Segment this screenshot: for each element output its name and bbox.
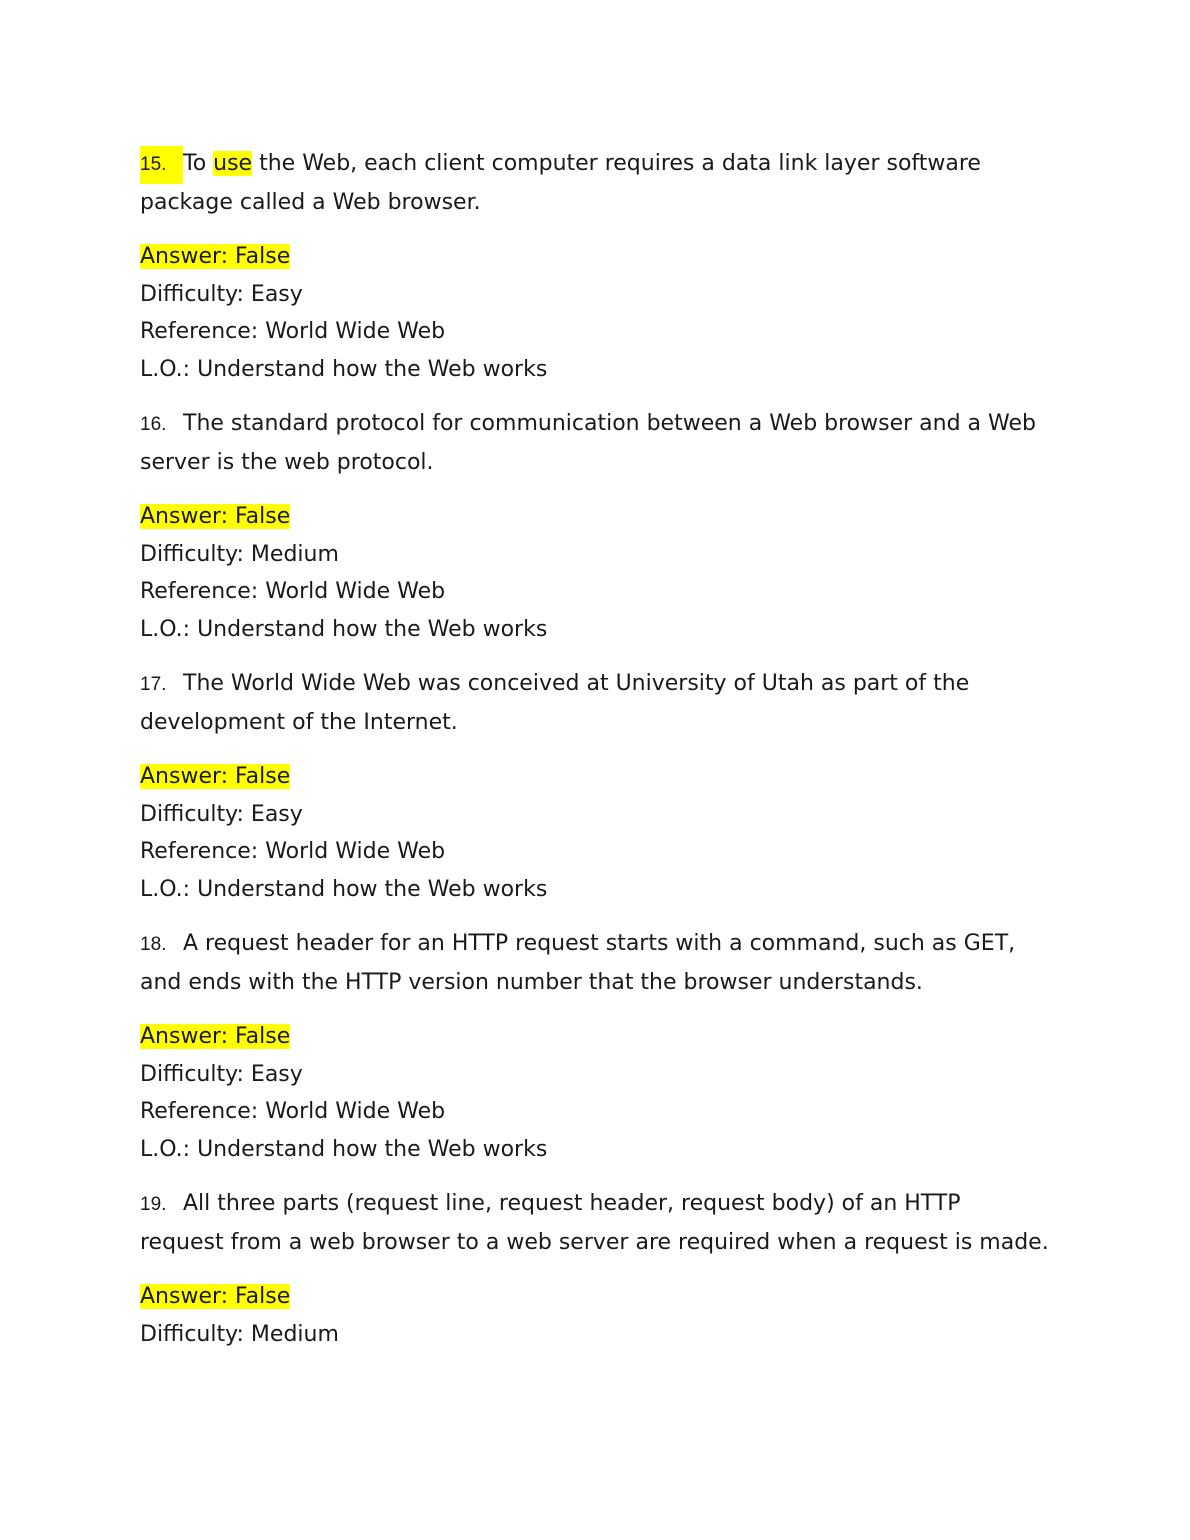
reference-label: Reference: World Wide Web: [140, 839, 446, 864]
question-number: 16.: [140, 414, 167, 435]
learning-objective-label: L.O.: Understand how the Web works: [140, 876, 548, 902]
answer-label: Answer: False: [140, 1284, 291, 1309]
highlighted-word: use: [213, 151, 253, 176]
answer-label: Answer: False: [140, 1024, 291, 1049]
answer-block-17: [140, 758, 1050, 908]
answer-label: Answer: False: [140, 244, 291, 269]
question-18: [140, 925, 1050, 1001]
difficulty-label: Difficulty: Easy: [140, 1061, 303, 1087]
difficulty-label: Difficulty: Medium: [140, 1321, 339, 1347]
answer-block-16: [140, 498, 1050, 648]
difficulty-label: Difficulty: Medium: [140, 541, 339, 567]
answer-label: Answer: False: [140, 764, 291, 789]
question-text-rest: the Web, each client computer requires a data link layer software package called a Web browser.: [140, 151, 981, 215]
question-text: A request header for an HTTP request starts with a command, such as GET, and ends with the HTTP version number that the browser understands.: [140, 931, 1016, 995]
answer-block-18: [140, 1018, 1050, 1168]
question-19: [140, 1185, 1050, 1261]
document-page: [140, 145, 1050, 1370]
question-17: [140, 665, 1050, 741]
learning-objective-label: L.O.: Understand how the Web works: [140, 616, 548, 642]
question-16: [140, 405, 1050, 481]
question-number: 18.: [140, 934, 167, 955]
learning-objective-label: L.O.: Understand how the Web works: [140, 1136, 548, 1162]
learning-objective-label: L.O.: Understand how the Web works: [140, 356, 548, 382]
reference-label: Reference: World Wide Web: [140, 1099, 446, 1124]
question-text-start: To: [183, 151, 214, 176]
difficulty-label: Difficulty: Easy: [140, 801, 303, 827]
difficulty-label: Difficulty: Easy: [140, 281, 303, 307]
question-text: The World Wide Web was conceived at University of Utah as part of the development of the Internet.: [140, 671, 970, 735]
question-text: The standard protocol for communication between a Web browser and a Web server is the web protocol.: [140, 411, 1036, 475]
answer-label: Answer: False: [140, 504, 291, 529]
question-number: 17.: [140, 674, 167, 695]
question-number: 19.: [140, 1194, 167, 1215]
question-number: 15.: [140, 146, 183, 184]
reference-label: Reference: World Wide Web: [140, 319, 446, 344]
answer-block-15: [140, 238, 1050, 388]
question-15: [140, 145, 1050, 221]
question-text: All three parts (request line, request header, request body) of an HTTP request from a web browser to a web server are required when a request is made.: [140, 1191, 1049, 1255]
reference-label: Reference: World Wide Web: [140, 579, 446, 604]
answer-block-19: [140, 1278, 1050, 1353]
